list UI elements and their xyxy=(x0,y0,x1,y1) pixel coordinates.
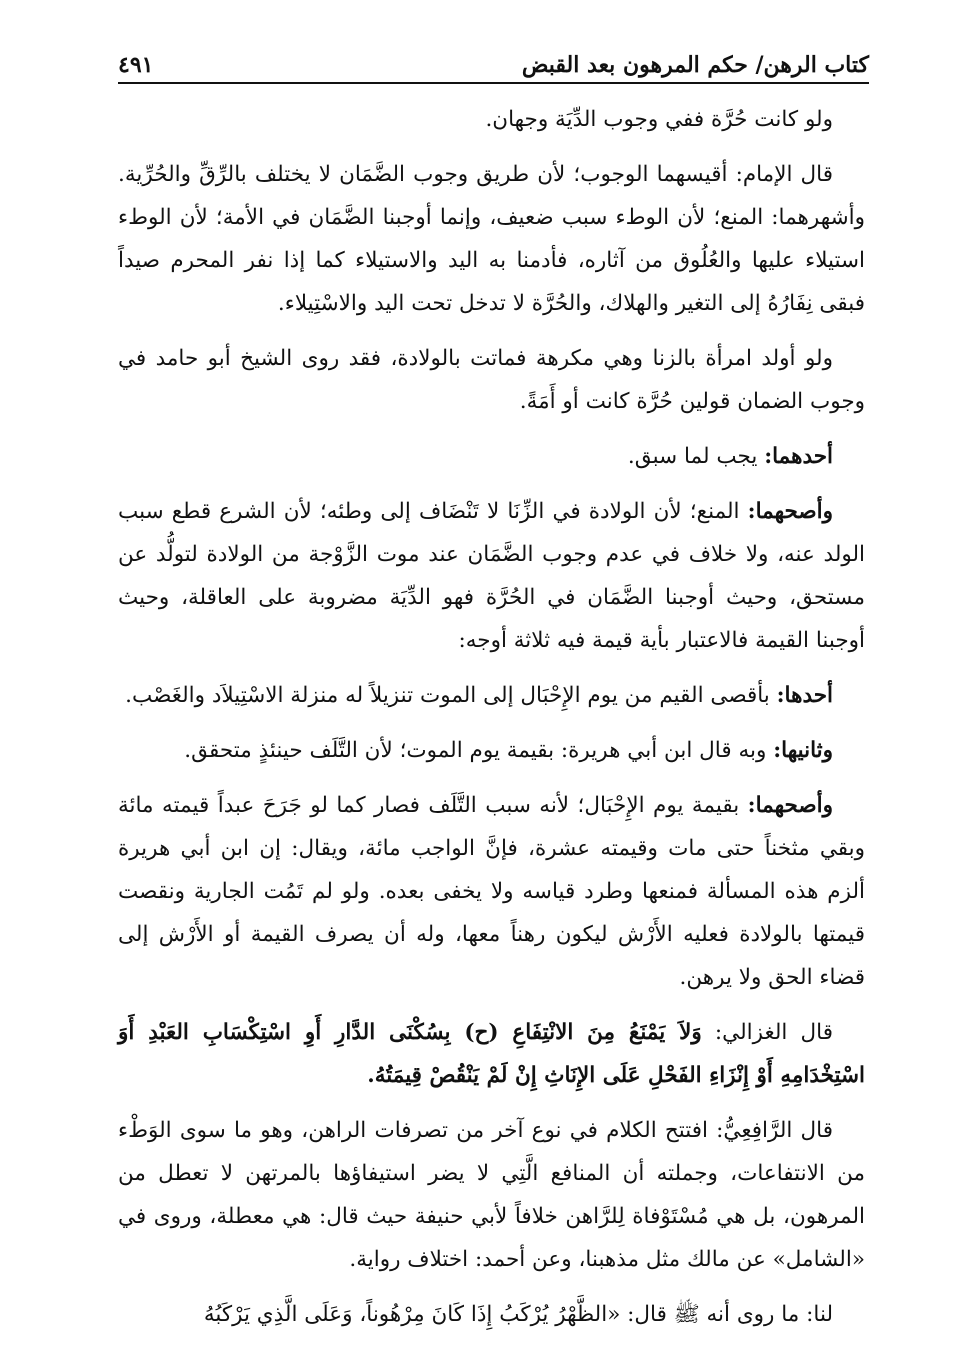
paragraph-lead: وثانيها: xyxy=(773,738,833,763)
running-title: كتاب الرهن/ حكم المرهون بعد القبض xyxy=(521,52,869,78)
paragraph-lead: أحدهما: xyxy=(764,444,833,469)
paragraph: وثانيها: وبه قال ابن أبي هريرة: بقيمة يوم الموت؛ لأن التَّلَف حينئذٍ متحقق. xyxy=(184,738,833,763)
paragraph: ولو أولد امرأة بالزنا وهي مكرهة فماتت بالولادة، فقد روى الشيخ أبو حامد في وجوب الضمان قولين حُرَّة كانت أو أَمَةً. xyxy=(118,346,865,414)
paragraph-lead: وأصحهما: xyxy=(747,793,833,818)
paragraph: ولو كانت حُرَّة ففي وجوب الدِّيَة وجهان. xyxy=(485,107,833,132)
running-header xyxy=(118,38,869,84)
quoted-matn: قال الغزالي: وَلاَ يَمْنَعُ مِنَ الانْتِفَاعِ (ح) بِسُكْنَى الدَّارِ أَوِ اسْتِكْسَابِ العَبْدِ أَوَ اسْتِخْدَامِهِ أَوْ إِنْزَاءِ الفَحْلِ عَلَى الإِنَاثِ إِنْ لَمْ يَنْقُصْ قِيمَتُهُ. xyxy=(118,1020,865,1088)
paragraph: أحدهما: يجب لما سبق. xyxy=(627,444,833,469)
paragraph: قال الإمام: أقيسهما الوجوب؛ لأن طريق وجوب الضَّمَان لا يختلف بالرِّقِّ والحُرِّية. وأشهرهما: المنع؛ لأن الوطء سبب ضعيف، وإنما أوجبنا الضَّمَان في الأمة؛ لأن الوطء استيلاء عليها والعُلُوق من آثاره، فأدمنا به اليد والاستيلاء كما إذا نفر المحرم صيداً فبقى نِفَارُهُ إلى التغير والهلاك، والحُرَّة لا تدخل تحت اليد والاسْتِيلاء. xyxy=(118,162,865,316)
paragraph-lead: وأصحهما: xyxy=(747,499,833,524)
paragraph: وأصحهما: بقيمة يوم الإِحْبَال؛ لأنه سبب التَّلَف فصار كما لو جَرَحَ عبداً قيمته مائة وبقي مثخناً حتى مات وقيمته عشرة، فإنَّ الواجب مائة، ويقال: إن ابن أبي هريرة ألزم هذه المسألة فمنعها وطرد قياسه ولا يخفى بعده. ولو لم تَمُت الجارية ونقصت قيمتها بالولادة فعليه الأَرْش ليكون رهناً معها، وله أن يصرف القيمة أو الأَرْش إلى قضاء الحق ولا يرهن. xyxy=(118,793,865,990)
page-number: ٤٩١ xyxy=(118,52,154,78)
paragraph: وأصحهما: المنع؛ لأن الولادة في الزِّنَا لا تَنْضَاف إلى وطئه؛ لأن الشرع قطع سبب الولد عنه، ولا خلاف في عدم وجوب الضَّمَان عند موت الزَّوْجة من الولادة لتولُّد عن مستحق، وحيث أوجبنا الضَّمَان في الحُرَّة فهو الدِّيَة مضروبة على العاقلة، وحيث أوجبنا القيمة فالاعتبار بأية قيمة فيه ثلاثة أوجه: xyxy=(118,499,865,653)
paragraph-lead: قال الغزالي: xyxy=(714,1020,833,1045)
paragraph-lead: أحدها: xyxy=(776,683,833,708)
body-text xyxy=(118,98,865,1348)
paragraph: قال الرَّافِعِيُّ: افتتح الكلام في نوع آخر من تصرفات الراهن، وهو ما سوى الوَطْء من الانتفاعات، وجملته أن المنافع الَّتِي لا يضر استيفاؤها بالمرتهن لا تعطل من المرهون، بل هي مُسْتَوْفاة لِلرَّاهن خلافاً لأبي حنيفة حيث قال: هي معطلة، وروى في «الشامل» عن مالك مثل مذهبنا، وعن أحمد: اختلاف رواية. xyxy=(118,1118,865,1272)
paragraph: أحدها: بأقصى القيم من يوم الإِحْبَال إلى الموت تنزيلاً له منزلة الاسْتِيلاَد والغَصْب. xyxy=(125,683,833,708)
paragraph: لنا: ما روى أنه ﷺ قال: «الظَّهْرُ يُرْكَبُ إِذَا كَانَ مِرْهُوناً، وَعَلَى الَّذِي يَرْكَبُهُ xyxy=(203,1302,833,1327)
